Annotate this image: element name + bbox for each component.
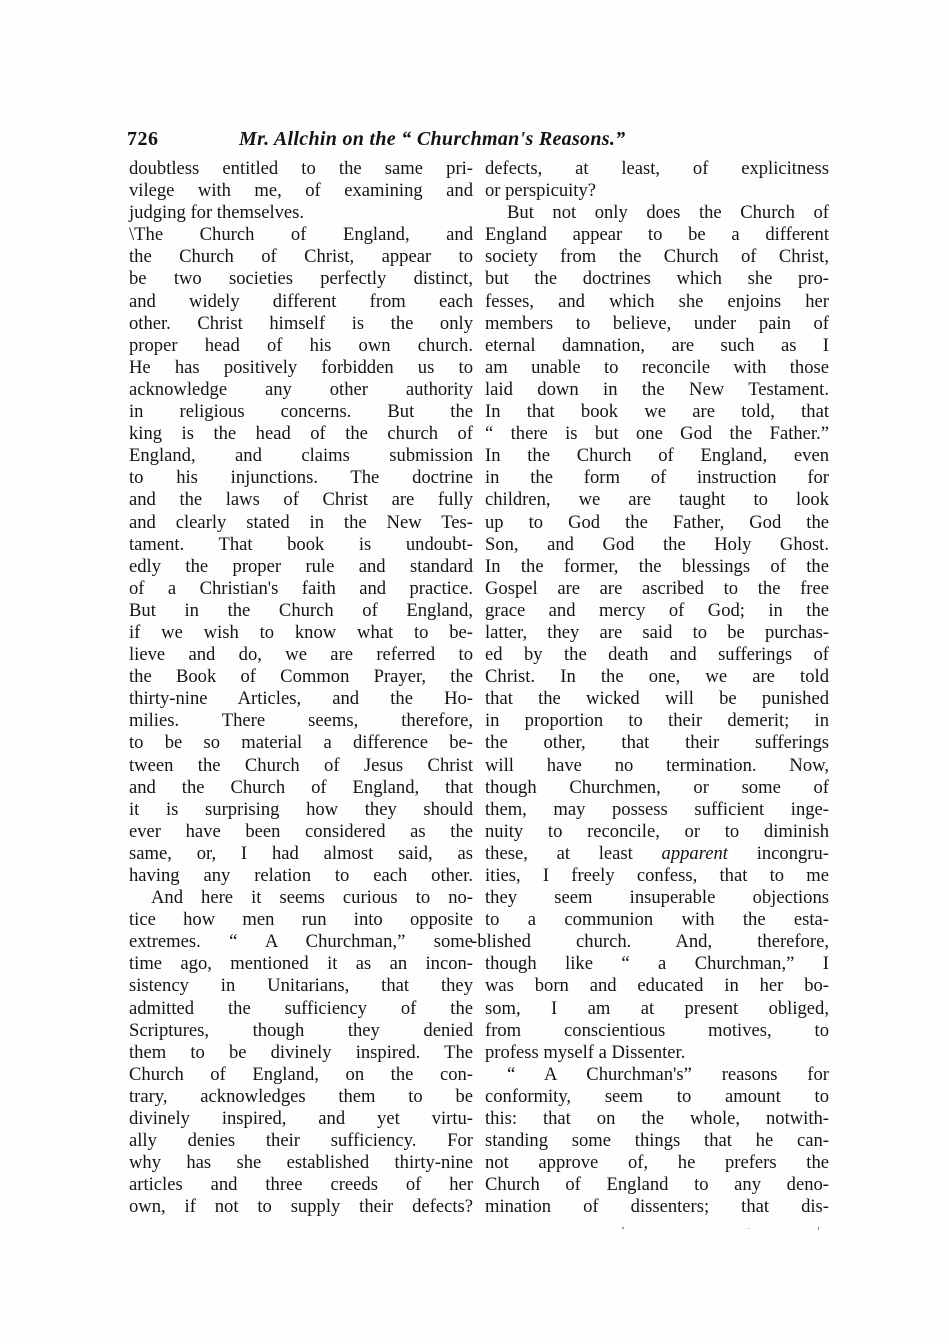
text-line: England, and claims submission (129, 445, 473, 467)
text-line: king is the head of the church of (129, 423, 473, 445)
text-line: was born and educated in her bo- (485, 975, 829, 997)
text-line: sistency in Unitarians, that they (129, 975, 473, 997)
text-line: Church of England, on the con- (129, 1063, 473, 1085)
text-line: am unable to reconcile with those (485, 356, 829, 378)
text-line: ally denies their sufficiency. For (129, 1130, 473, 1152)
text-line: to his injunctions. The doctrine (129, 467, 473, 489)
text-line: but the doctrines which she pro- (485, 268, 829, 290)
text-line: members to believe, under pain of (485, 312, 829, 334)
text-line: tice how men run into opposite (129, 909, 473, 931)
text-line: vilege with me, of examining and (129, 180, 473, 202)
text-line: this: that on the whole, notwith- (485, 1108, 829, 1130)
text-line: and the laws of Christ are fully (129, 489, 473, 511)
text-line: own, if not to supply their defects? (129, 1196, 473, 1218)
text-line: in proportion to their demerit; in (485, 710, 829, 732)
text-line: milies. There seems, therefore, (129, 710, 473, 732)
text-line: In the former, the blessings of the (485, 555, 829, 577)
text-line: the Book of Common Prayer, the (129, 666, 473, 688)
scan-speck (622, 1227, 624, 1229)
text-line: that the wicked will be punished (485, 688, 829, 710)
text-line: som, I am at present obliged, (485, 997, 829, 1019)
text-run: these, at least (485, 842, 633, 864)
text-line: admitted the sufficiency of the (129, 997, 473, 1019)
text-line: doubtless entitled to the same pri- (129, 158, 473, 179)
text-line: though like “ a Churchman,” I (485, 953, 829, 975)
text-line: laid down in the New Testament. (485, 378, 829, 400)
text-line: and widely different from each (129, 290, 473, 312)
text-line: up to God the Father, God the (485, 511, 829, 533)
text-line: Son, and God the Holy Ghost. (485, 533, 829, 555)
text-line: -blished church. And, therefore, (471, 931, 829, 953)
text-line: edly the proper rule and standard (129, 555, 473, 577)
text-line: He has positively forbidden us to (129, 356, 473, 378)
text-line: conformity, seem to amount to (485, 1085, 829, 1107)
scan-speck (748, 1228, 749, 1229)
text-line: \The Church of England, and (129, 224, 473, 246)
right-column (471, 158, 829, 1219)
italic-emphasis: apparent (661, 842, 728, 864)
text-line: children, we are taught to look (485, 489, 829, 511)
text-line: ities, I freely confess, that to me (485, 865, 829, 886)
text-line: eternal damnation, are such as I (485, 334, 829, 356)
text-line: judging for themselves. (129, 202, 305, 224)
text-line: the Church of Christ, appear to (129, 246, 473, 268)
text-line: the other, that their sufferings (485, 732, 829, 754)
text-line: them to be divinely inspired. The (129, 1041, 473, 1063)
text-line: other. Christ himself is the only (129, 312, 473, 334)
text-line: And here it seems curious to no- (151, 887, 473, 909)
text-line: to be so material a difference be- (129, 732, 473, 754)
text-line: they seem insuperable objections (485, 887, 829, 909)
scan-speck (818, 1227, 819, 1230)
text-line: time ago, mentioned it as an incon- (129, 953, 473, 975)
text-line: or perspicuity? (485, 180, 597, 202)
text-line: In the Church of England, even (485, 445, 829, 467)
text-line: having any relation to each other. (129, 865, 473, 886)
text-line: same, or, I had almost said, as (129, 842, 473, 864)
text-line: latter, they are said to be purchas- (485, 621, 829, 643)
text-line: But in the Church of England, (129, 599, 473, 621)
text-line: In that book we are told, that (485, 401, 829, 423)
text-line: divinely inspired, and yet virtu- (129, 1108, 473, 1130)
text-line: trary, acknowledges them to be (129, 1085, 473, 1107)
text-line: grace and mercy of God; in the (485, 599, 829, 621)
text-line: fesses, and which she enjoins her (485, 290, 829, 312)
text-line: of a Christian's faith and practice. (129, 577, 473, 599)
text-line: thirty-nine Articles, and the Ho- (129, 688, 473, 710)
text-line: lieve and do, we are referred to (129, 644, 473, 666)
text-line: standing some things that he can- (485, 1130, 829, 1152)
running-title: Mr. Allchin on the “ Churchman's Reasons.” (239, 128, 626, 150)
text-line: if we wish to know what to be- (129, 621, 473, 643)
text-line: proper head of his own church. (129, 334, 473, 356)
text-line: though Churchmen, or some of (485, 776, 829, 798)
text-line: “ A Churchman's” reasons for (507, 1063, 829, 1085)
text-line: why has she established thirty-nine (129, 1152, 473, 1174)
text-line: ever have been considered as the (129, 820, 473, 842)
text-line: But not only does the Church of (507, 202, 829, 224)
page-header (127, 128, 827, 156)
text-line: tween the Church of Jesus Christ (129, 754, 473, 776)
text-line: mination of dissenters; that dis- (485, 1196, 829, 1218)
text-line: not approve of, he prefers the (485, 1152, 829, 1174)
text-line-with-italic (485, 843, 829, 865)
text-line: from conscientious motives, to (485, 1019, 829, 1041)
text-line: profess myself a Dissenter. (485, 1041, 686, 1063)
text-line: will have no termination. Now, (485, 754, 829, 776)
text-line: be two societies perfectly distinct, (129, 268, 473, 290)
text-line: nuity to reconcile, or to diminish (485, 820, 829, 842)
text-line: to a communion with the esta- (485, 909, 829, 931)
page-number: 726 (127, 128, 159, 150)
text-line: and the Church of England, that (129, 776, 473, 798)
text-line: Christ. In the one, we are told (485, 666, 829, 688)
text-line: Church of England to any deno- (485, 1174, 829, 1196)
text-line: Scriptures, though they denied (129, 1019, 473, 1041)
text-line: articles and three creeds of her (129, 1174, 473, 1196)
text-run: incongru- (756, 842, 829, 864)
text-line: Gospel are are ascribed to the free (485, 577, 829, 599)
left-column (129, 158, 473, 1219)
text-line: extremes. “ A Churchman,” some (129, 931, 473, 953)
text-line: defects, at least, of explicitness (485, 158, 829, 179)
text-line: in religious concerns. But the (129, 401, 473, 423)
text-line: England appear to be a different (485, 224, 829, 246)
text-line: ed by the death and sufferings of (485, 644, 829, 666)
text-line: them, may possess sufficient inge- (485, 798, 829, 820)
text-line: and clearly stated in the New Tes- (129, 511, 473, 533)
text-line: in the form of instruction for (485, 467, 829, 489)
text-line: tament. That book is undoubt- (129, 533, 473, 555)
text-line: society from the Church of Christ, (485, 246, 829, 268)
text-line: it is surprising how they should (129, 798, 473, 820)
text-line: “ there is but one God the Father.” (485, 423, 829, 445)
text-line: acknowledge any other authority (129, 378, 473, 400)
